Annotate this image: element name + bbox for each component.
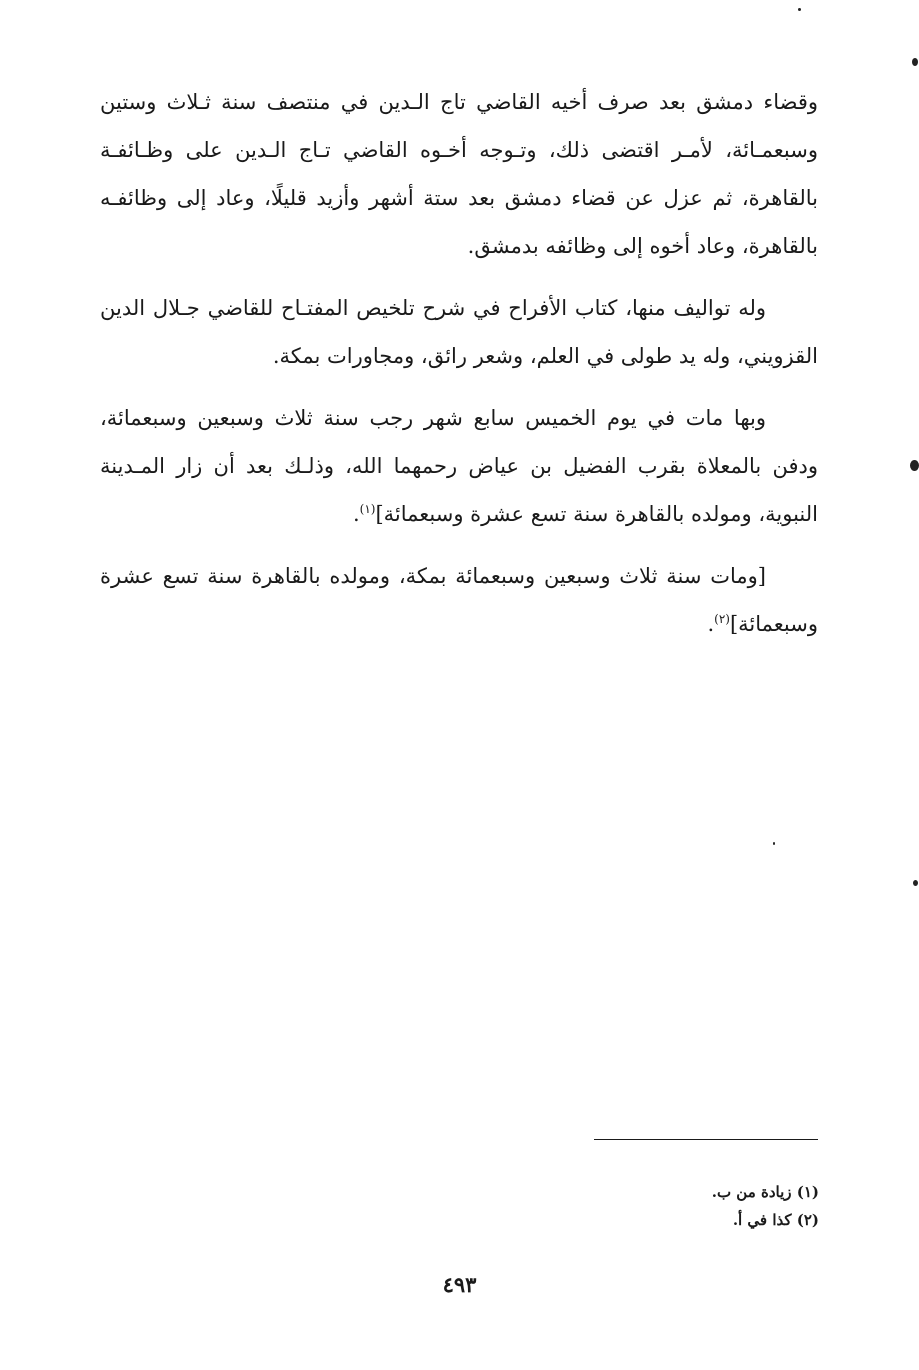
footnote-1: (١) زيادة من ب. <box>711 1183 819 1201</box>
scan-speck <box>910 460 919 471</box>
footnote-ref-1: (١) <box>359 502 376 516</box>
paragraph-1-text: وقضاء دمشق بعد صرف أخيه القاضي تاج الـدين في منتصف سنة ثـلاث وستين وسبعمـائة، لأمـر اقتضى ذلك، وتـوجه أخـوه القاضي تـاج الـدين على وظـائفـة بالقاهرة، ثم عزل عن قضاء دمشق بعد ستة أشهر وأزيد قليلًا، وعاد إلى وظائفـه بالقاهرة، وعاد أخوه إلى وظائفه بدمشق. <box>100 90 818 258</box>
paragraph-3-text: وبها مات في يوم الخميس سابع شهر رجب سنة ثلاث وسبعين وسبعمائة، ودفن بالمعلاة بقرب الفضيل بن عياض رحمهما الله، وذلـك بعد أن زار المـدينة النبوية، ومولده بالقاهرة سنة تسع عشرة وسبعمائة] <box>100 406 818 526</box>
scan-speck <box>913 880 918 886</box>
footnote-2: (٢) كذا في أ. <box>732 1211 819 1229</box>
paragraph-3 <box>100 394 818 538</box>
scan-speck <box>798 8 801 11</box>
paragraph-2-text: وله تواليف منها، كتاب الأفراح في شرح تلخيص المفتـاح للقاضي جـلال الدين القزويني، وله يد طولى في العلم، وشعر رائق، ومجاورات بمكة. <box>100 296 818 368</box>
footnote-separator <box>594 1139 818 1140</box>
paragraph-3-tail: . <box>352 502 360 526</box>
paragraph-1 <box>100 78 818 270</box>
paragraph-4-text: [ومات سنة ثلاث وسبعين وسبعمائة بمكة، ومولده بالقاهرة سنة تسع عشرة وسبعمائة] <box>100 564 818 636</box>
scan-speck <box>773 842 775 845</box>
footnote-ref-2: (٢) <box>714 612 730 626</box>
main-text <box>100 78 818 662</box>
scan-speck <box>912 58 918 66</box>
footnotes <box>519 1178 819 1234</box>
paragraph-4 <box>100 552 818 648</box>
paragraph-2 <box>100 284 818 380</box>
page-number: ٤٩٣ <box>442 1272 477 1297</box>
paragraph-4-tail: . <box>707 612 715 636</box>
